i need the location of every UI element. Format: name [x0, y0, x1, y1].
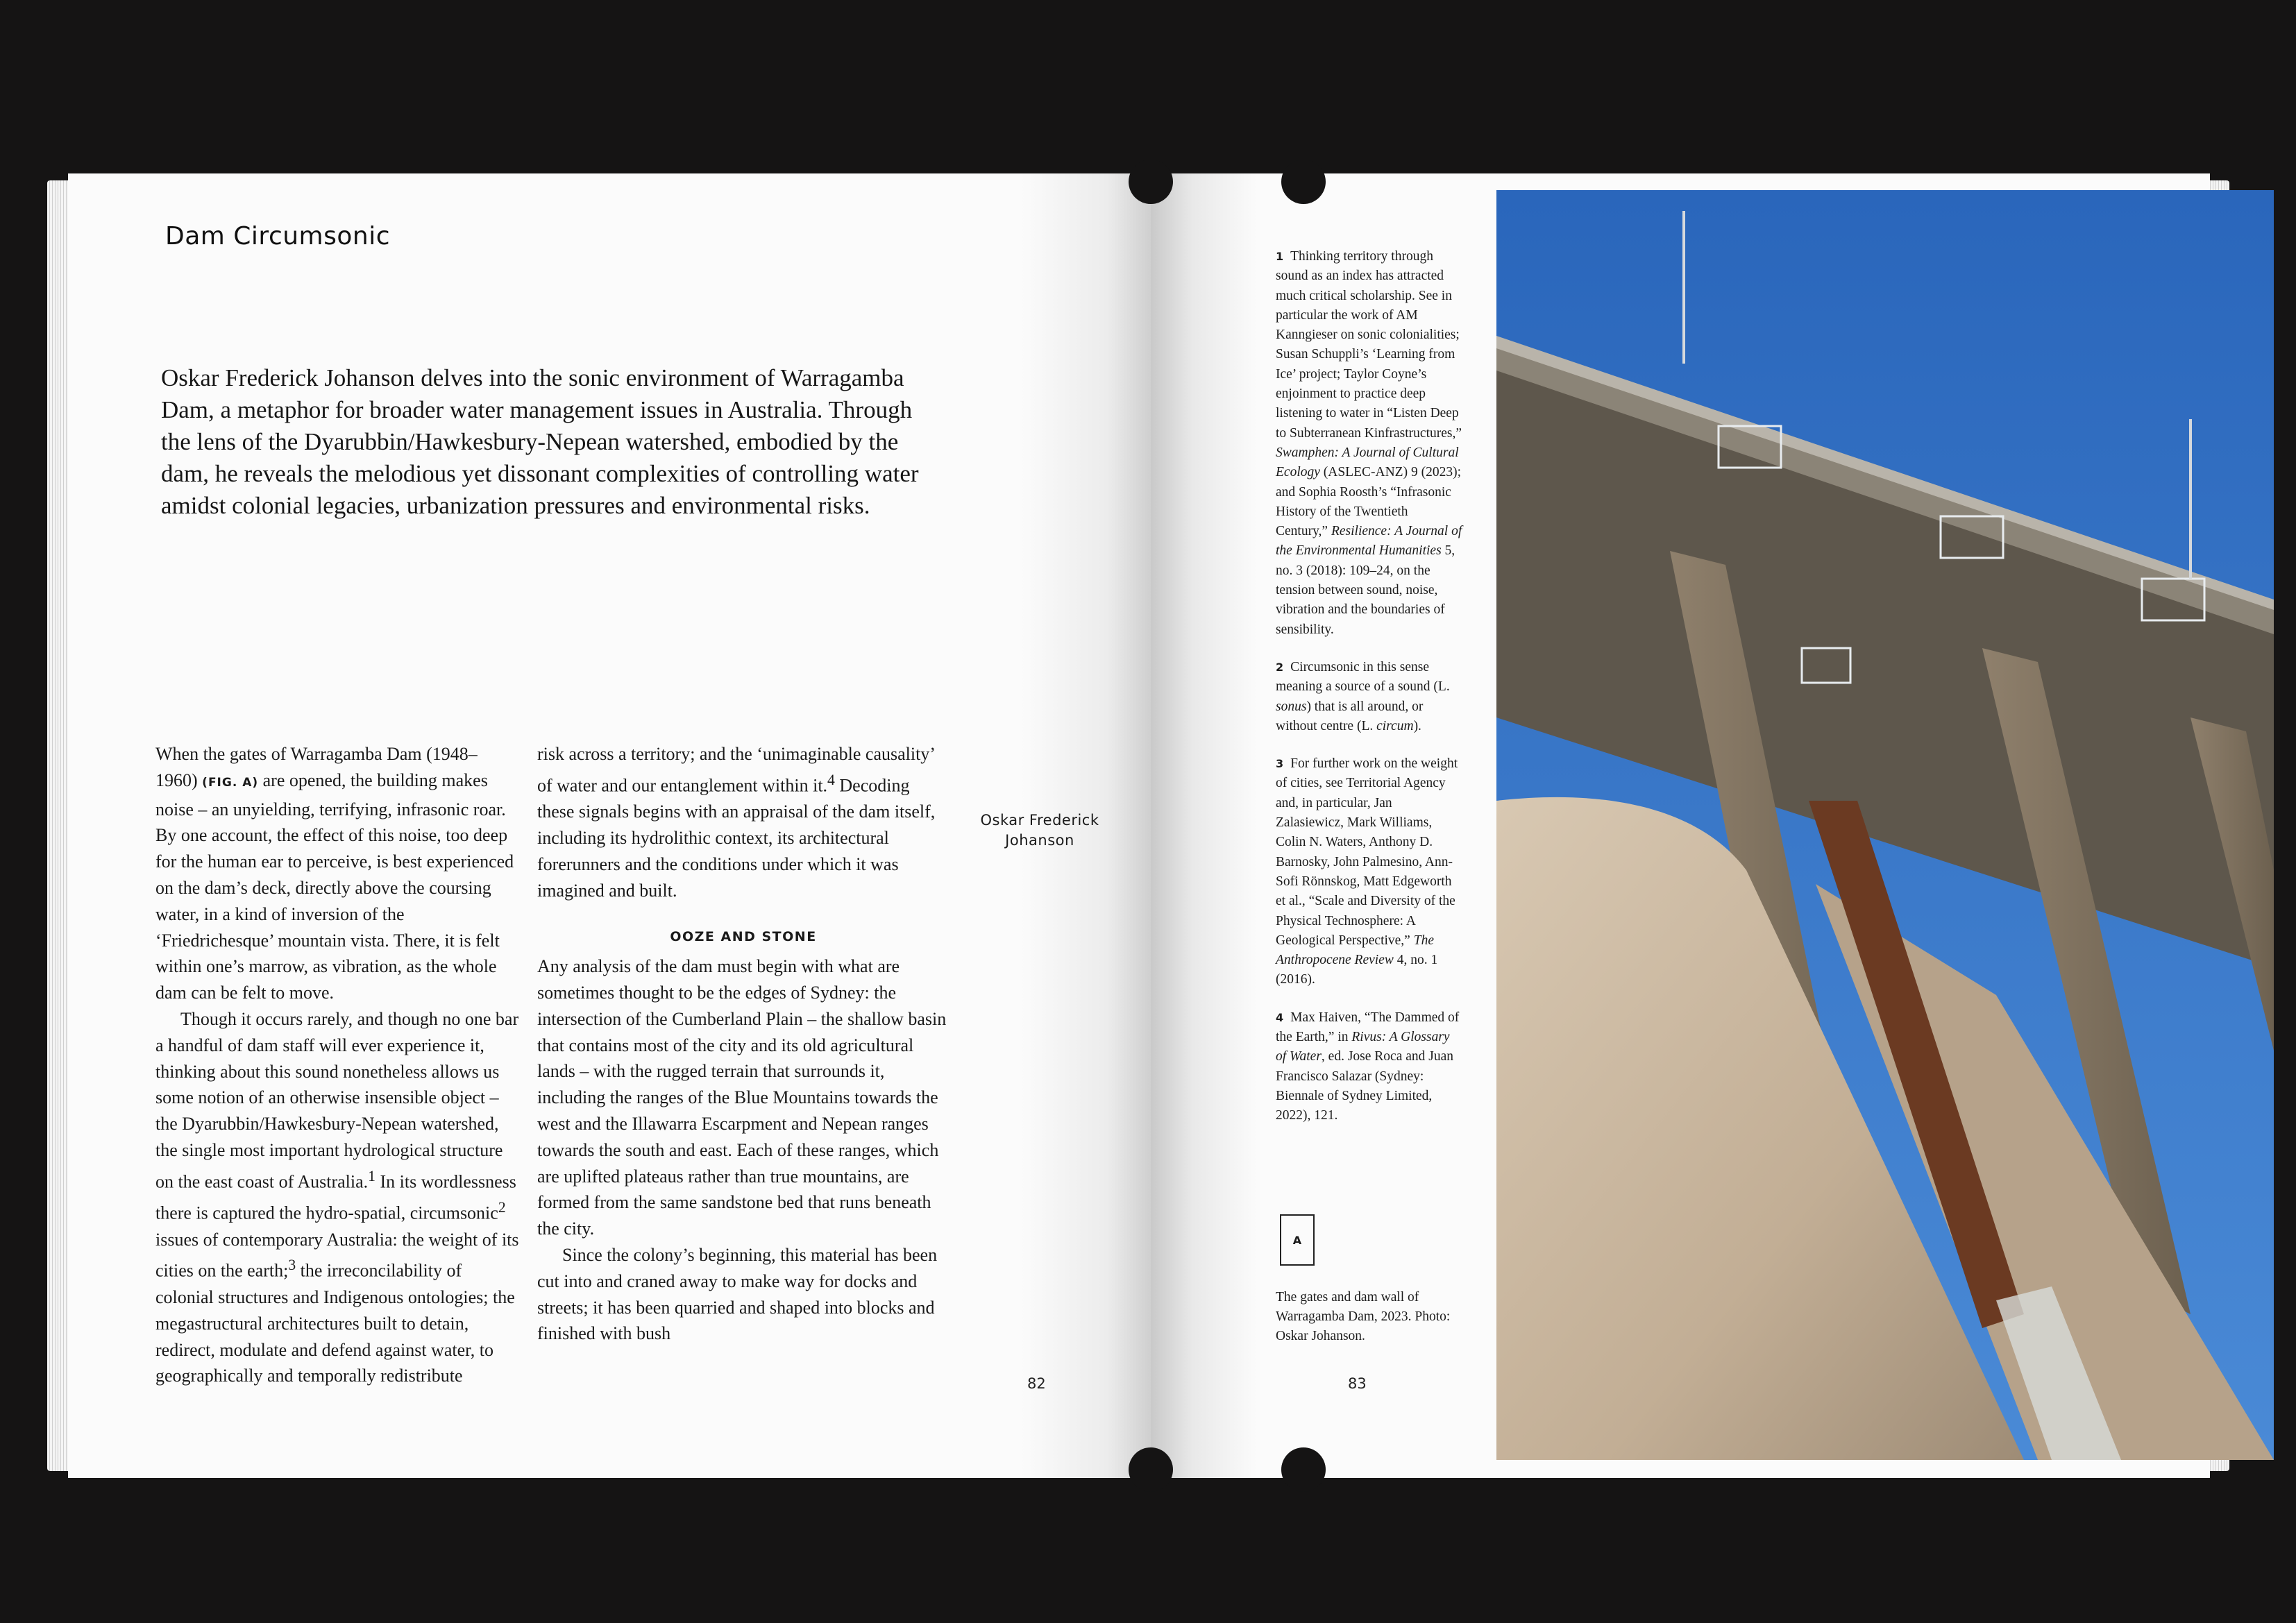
body-column-1 [155, 741, 519, 1389]
article-intro: Oskar Frederick Johanson delves into the sonic environment of Warragamba Dam, a metaphor for broader water management issues in Australia. Through the lens of the Dyarubbin/Hawkesbury-Nepean watershed, embodied by the dam, he reveals the melodious yet dissonant complexities of controlling water amidst colonial legacies, urbanization pressures and environmental risks. [161, 364, 919, 519]
spine-notch [1281, 160, 1326, 204]
footnote-ref-4[interactable]: 4 [827, 771, 835, 788]
footnote-3: 3 For further work on the weight of cities, see Territorial Agency and, in particular, Jan Zalasiewicz, Mark Williams, Colin N. Waters, Anthony D. Barnosky, John Palmesino, Ann-Sofi Rönnskog, Matt Edgeworth et al., “Scale and Diversity of the Physical Technosphere: A Geological Perspective,” The Anthropocene Review 4, no. 1 (2016). [1276, 756, 1458, 987]
left-page [68, 173, 1151, 1478]
figure-reference[interactable]: (FIG. A) [202, 775, 259, 790]
footnote-1: 1 Thinking territory through sound as an index has attracted much critical scholarship. See in particular the work of AM Kanngieser on sonic colonialities; Susan Schuppli’s ‘Learning from Ice’ project; Taylor Coyne’s enjoinment to practice deep listening to water in “Listen Deep to Subterranean Kinfrastructures,” Swamphen: A Journal of Cultural Ecology (ASLEC-ANZ) 9 (2023); and Sophia Roosth’s “Infrasonic History of the Twentieth Century,” Resilience: A Journal of the Environmental Humanities 5, no. 3 (2018): 109–24, on the tension between sound, noise, vibration and the boundaries of sensibility. [1276, 249, 1462, 637]
footnote-4: 4 Max Haiven, “The Dammed of the Earth,” in Rivus: A Glossary of Water, ed. Jose Roca and Juan Francisco Salazar (Sydney: Biennale of Sydney Limited, 2022), 121. [1276, 1010, 1460, 1123]
footnote-ref-2[interactable]: 2 [498, 1199, 506, 1216]
footnote-ref-3[interactable]: 3 [288, 1257, 296, 1274]
open-book [54, 173, 2224, 1478]
spine-notch [1281, 1447, 1326, 1492]
article-title: Dam Circumsonic [165, 222, 391, 250]
figure-label: A [1280, 1214, 1315, 1266]
figure-caption: The gates and dam wall of Warragamba Dam, 2023. Photo: Oskar Johanson. [1276, 1290, 1451, 1343]
footnote-ref-1[interactable]: 1 [368, 1167, 375, 1184]
paragraph: Any analysis of the dam must begin with what are sometimes thought to be the edges of Sydney: the intersection of the Cumberland Plain – the shallow basin that contains most of the city and its old agricultural lands – with the rugged terrain that surrounds it, including the ranges of the Blue Mountains towards the west and the Illawarra Escarpment and Nepean ranges towards the south and east. Each of these ranges, which are uplifted plateaus rather than true mountains, are formed from the same sandstone bed that runs beneath the city. [537, 956, 947, 1239]
body-column-2 [537, 741, 949, 1347]
spine-notch [1129, 1447, 1173, 1492]
footnotes [1276, 247, 1463, 1144]
page-number-left: 82 [1027, 1375, 1046, 1392]
running-author: Oskar Frederick Johanson [980, 812, 1099, 849]
right-page [1151, 173, 2210, 1478]
page-number-right: 83 [1348, 1375, 1367, 1392]
section-heading: OOZE AND STONE [670, 929, 817, 945]
dam-photo [1496, 190, 2274, 1460]
footnote-2: 2 Circumsonic in this sense meaning a source of a sound (L. sonus) that is all around, or without centre (L. circum). [1276, 659, 1450, 733]
paragraph: Since the colony’s beginning, this material has been cut into and craned away to make way for docks and streets; it has been quarried and shaped into blocks and finished with bush [537, 1245, 938, 1344]
spine-notch [1129, 160, 1173, 204]
paragraph: risk across a territory; and the ‘unimaginable causality’ of water and our entanglement within it.$^4$ Decoding these signals begins with an appraisal of the dam itself, including its hydrolithic context, its architectural forerunners and the conditions under which it was imagined and built. [537, 744, 936, 901]
paragraph: When the gates of Warragamba Dam (1948–1960) (FIG. A) are opened, the building makes noise – an unyielding, terrifying, infrasonic roar. By one account, the effect of this noise, too deep for the human ear to perceive, is best experienced on the dam’s deck, directly above the coursing water, in a kind of inversion of the ‘Friedrichesque’ mountain vista. There, it is felt within one’s marrow, as vibration, as the whole dam can be felt to move. [155, 744, 514, 1003]
paragraph: Though it occurs rarely, and though no one bar a handful of dam staff will ever experience it, thinking about this sound nonetheless allows us some notion of an otherwise insensible object – the Dyarubbin/Hawkesbury-Nepean watershed, the single most important hydrological structure on the east coast of Australia.$^1$ In its wordlessness there is captured the hydro-spatial, circumsonic$^2$ issues of contemporary Australia: the weight of its cities on the earth;$^3$ the irreconcilability of colonial structures and Indigenous ontologies; the megastructural architectures built to detain, redirect, modulate and defend against water, to geographically and temporally redistribute [155, 1008, 519, 1386]
